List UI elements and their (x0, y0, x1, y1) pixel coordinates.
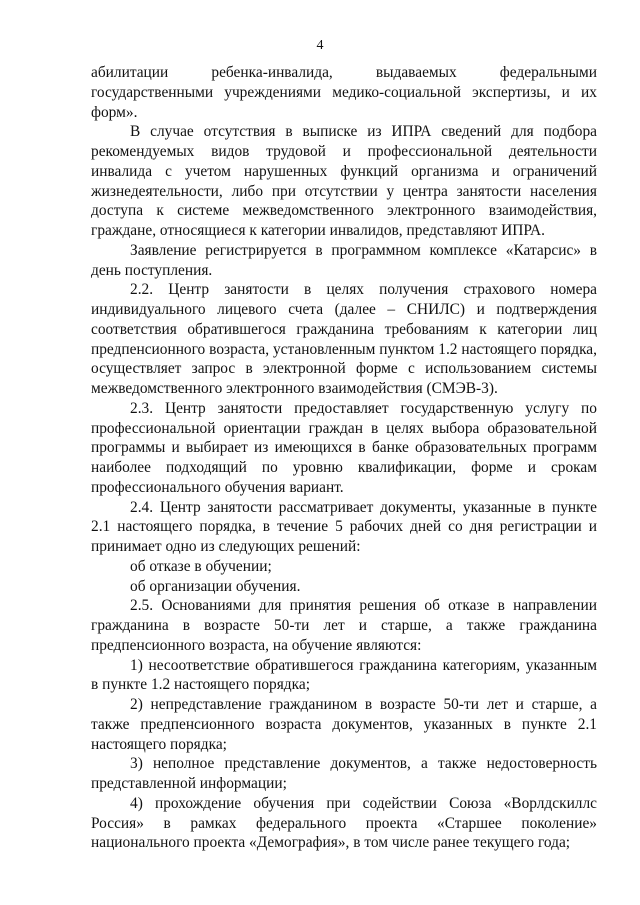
document-body (91, 63, 597, 853)
page-number: 4 (316, 38, 324, 53)
paragraph-ipra-absence: В случае отсутствия в выписке из ИПРА сведений для подбора рекомендуемых видов трудовой и профессиональной деятельности инвалида с учетом нарушенных функций организма и ограничений жизнедеятельности, либо при отсутствии у центра занятости населения доступа к системе межведомственного электронного взаимодействия, граждане, относящиеся к категории инвалидов, представляют ИПРА. (91, 123, 597, 239)
decision-organization: об организации обучения. (130, 577, 301, 595)
paragraph-2-2: 2.2. Центр занятости в целях получения страхового номера индивидуального лицевого счета (далее – СНИЛС) и подтверждения соответствия обратившегося гражданина требованиям к категории лиц предпенсионного возраста, установленным пунктом 1.2 настоящего порядка, осуществляет запрос в электронной форме с использованием системы межведомственного электронного взаимодействия (СМЭВ-3). (91, 281, 597, 397)
list-item-3: 3) неполное представление документов, а также недостоверность представленной информации; (91, 755, 597, 792)
list-item-2: 2) непредставление гражданином в возрасте 50-ти лет и старше, а также предпенсионного возраста документов, указанных в пункте 2.1 настоящего порядка; (91, 696, 597, 753)
paragraph-continuation: абилитации ребенка-инвалида, выдаваемых федеральными государственными учреждениями медико-социальной экспертизы, и их форм». (91, 64, 597, 121)
paragraph-registration: Заявление регистрируется в программном комплексе «Катарсис» в день поступления. (91, 241, 597, 279)
paragraph-2-4: 2.4. Центр занятости рассматривает документы, указанные в пункте 2.1 настоящего порядка, в течение 5 рабочих дней со дня регистрации и принимает одно из следующих решений: (91, 498, 597, 555)
decision-refusal: об отказе в обучении; (130, 557, 272, 575)
list-item-1: 1) несоответствие обратившегося гражданина категориям, указанным в пункте 1.2 настоящего порядка; (91, 656, 597, 694)
paragraph-2-5: 2.5. Основаниями для принятия решения об отказе в направлении гражданина в возрасте 50-ти лет и старше, а также гражданина предпенсионного возраста, на обучение являются: (91, 597, 597, 654)
list-item-4: 4) прохождение обучения при содействии Союза «Ворлдскиллс Россия» в рамках федерального проекта «Старшее поколение» национального проекта «Демография», в том числе ранее текущего года; (91, 794, 597, 852)
paragraph-2-3: 2.3. Центр занятости предоставляет государственную услугу по профессиональной ориентации граждан в целях выбора образовательной программы и выбирает из имеющихся в банке образовательных программ наиболее подходящий по уровню квалификации, форме и срокам профессионального обучения вариант. (91, 399, 597, 496)
